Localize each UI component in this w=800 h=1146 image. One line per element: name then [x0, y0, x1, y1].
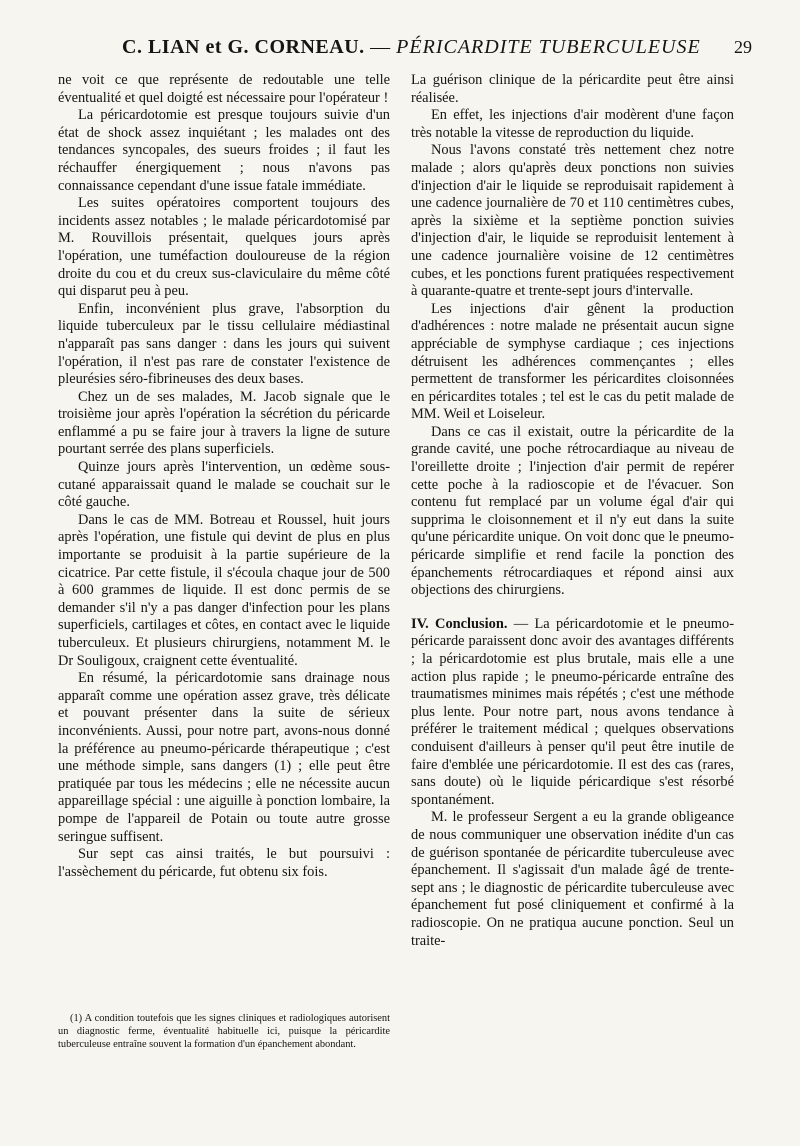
paragraph: Dans ce cas il existait, outre la péricardite de la grande cavité, une poche rétrocardiaque au niveau de l'oreillette droite ; l'injection d'air permit de repérer cette poche à la radioscopie et de l'évacuer. Son contenu fut remplacé par un volume égal d'air qui supprima le cloisonnement et il n'y eut dans la suite qu'une péricardite unique. On voit donc que le pneumo-péricarde simplifie et rend facile la ponction des épanchements rétrocardiaques et répond ainsi aux objections des chirurgiens.: [411, 423, 734, 599]
right-column: [411, 72, 734, 950]
section-heading: IV. Conclusion.: [411, 615, 508, 632]
footnote: (1) A condition toutefois que les signes cliniques et radiologiques autorisent un diagnostic ferme, éventualité habituelle ici, puisque la péricardite tuberculeuse entraîne souvent la formation d'un épanchement abondant.: [58, 1013, 390, 1050]
paragraph: M. le professeur Sergent a eu la grande obligeance de nous communiquer une observation inédite d'un cas de guérison spontanée de péricardite tuberculeuse avec épanchement. Il s'agissait d'un malade âgé de trente-sept ans ; le diagnostic de péricardite tuberculeuse avec épanchement fut posé cliniquement et confirmé à la radioscopie. On ne pratiqua aucune ponction. Seul un traite-: [411, 809, 734, 949]
paragraph: En résumé, la péricardotomie sans drainage nous apparaît comme une opération assez grave, très délicate et pouvant présenter dans la suite de sérieux inconvénients. Aussi, pour notre part, avons-nous donné la préférence au pneumo-péricarde thérapeutique ; c'est une méthode simple, sans dangers (1) ; elle peut être pratiquée par tous les médecins ; elle ne nécessite aucun appareillage spécial : une aiguille à ponction lombaire, la pompe de l'appareil de Potain ou toute autre grosse seringue suffisent.: [58, 670, 390, 845]
left-column: [58, 72, 390, 881]
header-subject: PÉRICARDITE TUBERCULEUSE: [396, 36, 701, 58]
paragraph: En effet, les injections d'air modèrent d'une façon très notable la vitesse de reproduction du liquide.: [411, 107, 734, 141]
paragraph: La guérison clinique de la péricardite peut être ainsi réalisée.: [411, 72, 734, 106]
header-separator: —: [364, 36, 397, 58]
paragraph: Les suites opératoires comportent toujours des incidents assez notables ; le malade péricardotomisé par M. Rouvillois présentait, quelques jours après l'opération, une tuméfaction douloureuse de la région droite du cou et du creux sus-claviculaire du même côté qui disparut peu à peu.: [58, 195, 390, 300]
conclusion-paragraph: [411, 616, 734, 810]
running-title: [122, 36, 701, 59]
page-number: 29: [734, 37, 752, 57]
paragraph: Les injections d'air gênent la production d'adhérences : notre malade ne présentait aucun signe appréciable de symphyse cardiaque ; ces injections détruisent les adhérences commençantes ; elles permettent de transformer les péricardites cloisonnées en péricardites totales ; tel est le cas du petit malade de MM. Weil et Loiseleur.: [411, 300, 734, 423]
paragraph: Sur sept cas ainsi traités, le but poursuivi : l'assèchement du péricarde, fut obtenu six fois.: [58, 846, 390, 880]
paragraph: La péricardotomie est presque toujours suivie d'un état de shock assez inquiétant ; les malades ont des tendances syncopales, des sueurs froides ; il faut les réchauffer énergiquement ; nous n'avons pas connaissance cependant d'une issue fatale immédiate.: [58, 107, 390, 194]
paragraph: ne voit ce que représente de redoutable une telle éventualité et quel doigté est nécessaire pour l'opérateur !: [58, 72, 390, 106]
paragraph: Chez un de ses malades, M. Jacob signale que le troisième jour après l'opération la sécrétion du péricarde enflammé a pu se faire jour à travers la ligne de suture pourtant serrée des plans superficiels.: [58, 388, 390, 458]
paragraph: Dans le cas de MM. Botreau et Roussel, huit jours après l'opération, une fistule qui devint de plus en plus importante se produisit à la partie supérieure de la cicatrice. Par cette fistule, il s'écoula chaque jour de 500 à 600 grammes de liquide. Il est donc permis de se demander s'il n'y a pas danger d'infection pour les plans superficiels, cartilages et côtes, en contact avec le liquide tuberculeux. Et plusieurs chirurgiens, notamment M. le Dr Souligoux, craignent cette éventualité.: [58, 511, 390, 669]
paragraph: Enfin, inconvénient plus grave, l'absorption du liquide tuberculeux par le tissu cellulaire médiastinal n'apparaît pas sans danger : dans les jours qui suivent l'opération, il n'est pas rare de constater l'existence de pleurésies séro-fibrineuses des deux bases.: [58, 300, 390, 388]
conclusion-text: — La péricardotomie et le pneumo-péricarde paraissent donc avoir des avantages différents ; la péricardotomie est plus brutale, mais elle a une action plus rapide ; le pneumo-péricarde entraîne des traumatismes minimes mais répétés ; c'est une méthode plus lente. Pour notre part, nous avons tendance à préférer le traitement médical ; quelques observations conduisent d'ailleurs à penser qu'il peut être inutile de faire d'emblée une péricardotomie. Il est des cas (rares, sans doute) où le liquide péricardique s'est résorbé spontanément.: [411, 615, 734, 808]
running-header: [50, 36, 752, 64]
paragraph: Quinze jours après l'intervention, un œdème sous-cutané apparaissait quand le malade se couchait sur le côté gauche.: [58, 459, 390, 511]
header-authors: C. LIAN et G. CORNEAU.: [122, 36, 365, 58]
paragraph: Nous l'avons constaté très nettement chez notre malade ; alors qu'après deux ponctions non suivies d'injection d'air le liquide se reproduisait rapidement à une cadence journalière de 70 et 110 centimètres cubes, après la sixième et la septième ponction suivies d'injection d'air, le liquide se reproduisit lentement à une cadence journalière voisine de 12 centimètres cubes, et les ponctions furent pratiquées respectivement à quarante-quatre et trente-sept jours d'intervalle.: [411, 142, 734, 300]
